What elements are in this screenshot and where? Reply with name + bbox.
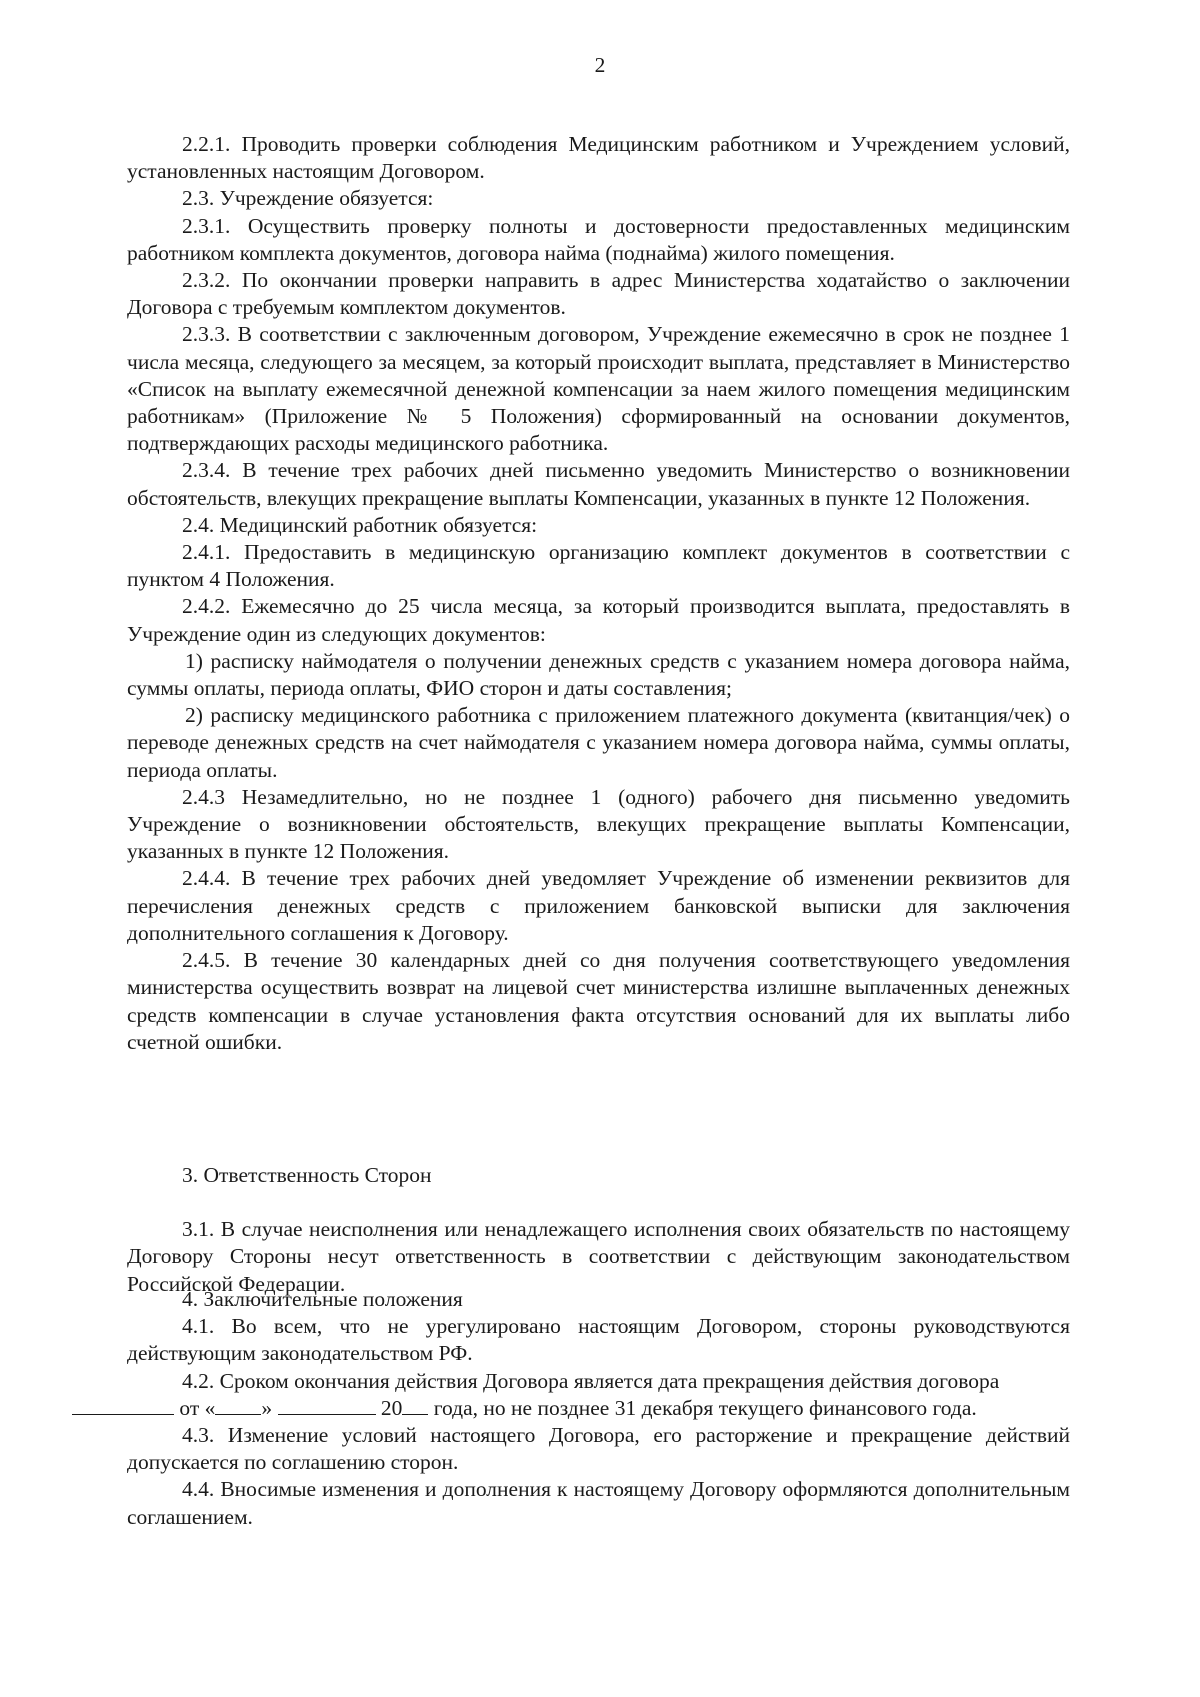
clause-2-4-5: 2.4.5. В течение 30 календарных дней со дня получения соответствующего уведомления министерства осуществить возврат на лицевой счет министерства излишне выплаченных денежных средств компенсации в случае установления факта отсутствия оснований для их выплаты либо счетной ошибки.	[127, 948, 1070, 1054]
clause-2-3-2: 2.3.2. По окончании проверки направить в адрес Министерства ходатайство о заключении Договора с требуемым комплектом документов.	[127, 268, 1070, 320]
clause-4-2-text: 4.2. Сроком окончания действия Договора является дата прекращения действия договора	[182, 1368, 1000, 1393]
clause-2-3-3: 2.3.3. В соответствии с заключенным договором, Учреждение ежемесячно в срок не позднее 1 числа месяца, следующего за месяцем, за который происходит выплата, представляет в Министерство «Список на выплату ежемесячной денежной компенсации за наем жилого помещения медицинским работникам» (Приложение № 5 Положения) сформированный на основании документов, подтверждающих расходы медицинского работника.	[127, 322, 1070, 456]
section-3-heading: 3. Ответственность Сторон	[182, 1163, 432, 1187]
clause-2-2-1: 2.2.1. Проводить проверки соблюдения Медицинским работником и Учреждением условий, установленных настоящим Договором.	[127, 132, 1070, 184]
clause-4-2	[127, 1368, 1070, 1422]
clause-2-4-1: 2.4.1. Предоставить в медицинскую организацию комплект документов в соответствии с пунктом 4 Положения.	[127, 540, 1070, 592]
section-4-heading: 4. Заключительные положения	[182, 1287, 463, 1311]
clause-2-4-2: 2.4.2. Ежемесячно до 25 числа месяца, за который производится выплата, предоставлять в Учреждение один из следующих документов:	[127, 594, 1070, 646]
clause-2-3-4: 2.3.4. В течение трех рабочих дней письменно уведомить Министерство о возникновении обстоятельств, влекущих прекращение выплаты Компенсации, указанных в пункте 12 Положения.	[127, 458, 1070, 510]
clause-4-2-quote-close: »	[261, 1395, 273, 1420]
day-blank	[215, 1395, 261, 1415]
clause-2-4: 2.4. Медицинский работник обязуется:	[182, 512, 538, 537]
clause-2-4-4: 2.4.4. В течение трех рабочих дней уведомляет Учреждение об изменении реквизитов для перечисления денежных средств с приложением банковской выписки для заключения дополнительного соглашения к Договору.	[127, 866, 1070, 945]
page-number: 2	[594, 53, 606, 77]
clause-4-3: 4.3. Изменение условий настоящего Договора, его расторжение и прекращение действий допускается по соглашению сторон.	[127, 1423, 1070, 1475]
clause-4-2-year-prefix: 20	[380, 1395, 403, 1420]
contract-number-blank	[72, 1395, 174, 1415]
clause-4-2-tail: года, но не позднее 31 декабря текущего финансового года.	[433, 1395, 977, 1420]
section-4	[127, 1238, 1070, 1531]
month-blank	[278, 1395, 376, 1415]
clause-2-3: 2.3. Учреждение обязуется:	[182, 186, 434, 211]
year-blank	[402, 1395, 428, 1415]
clause-3-1: 3.1. В случае неисполнения или ненадлежащего исполнения своих обязательств по настоящему Договору Стороны несут ответственность в соответствии с действующим законодательством Российской Федерации.	[127, 1217, 1070, 1296]
section-2-continued	[127, 131, 1070, 1056]
clause-2-4-2-option-1: 1) расписку наймодателя о получении денежных средств с указанием номера договора найма, суммы оплаты, периода оплаты, ФИО сторон и даты составления;	[127, 648, 1070, 701]
clause-2-3-1: 2.3.1. Осуществить проверку полноты и достоверности предоставленных медицинским работником комплекта документов, договора найма (поднайма) жилого помещения.	[127, 213, 1070, 265]
clause-4-2-from: от «	[179, 1395, 216, 1420]
clause-2-4-2-option-2: 2) расписку медицинского работника с приложением платежного документа (квитанция/чек) о переводе денежных средств на счет наймодателя с указанием номера договора найма, суммы оплаты, периода оплаты.	[127, 703, 1070, 782]
clause-4-1: 4.1. Во всем, что не урегулировано настоящим Договором, стороны руководствуются действующим законодательством РФ.	[127, 1314, 1070, 1366]
clause-2-4-3: 2.4.3 Незамедлительно, но не позднее 1 (одного) рабочего дня письменно уведомить Учреждение о возникновении обстоятельств, влекущих прекращение выплаты Компенсации, указанных в пункте 12 Положения.	[127, 784, 1070, 864]
clause-4-4: 4.4. Вносимые изменения и дополнения к настоящему Договору оформляются дополнительным соглашением.	[127, 1477, 1070, 1529]
